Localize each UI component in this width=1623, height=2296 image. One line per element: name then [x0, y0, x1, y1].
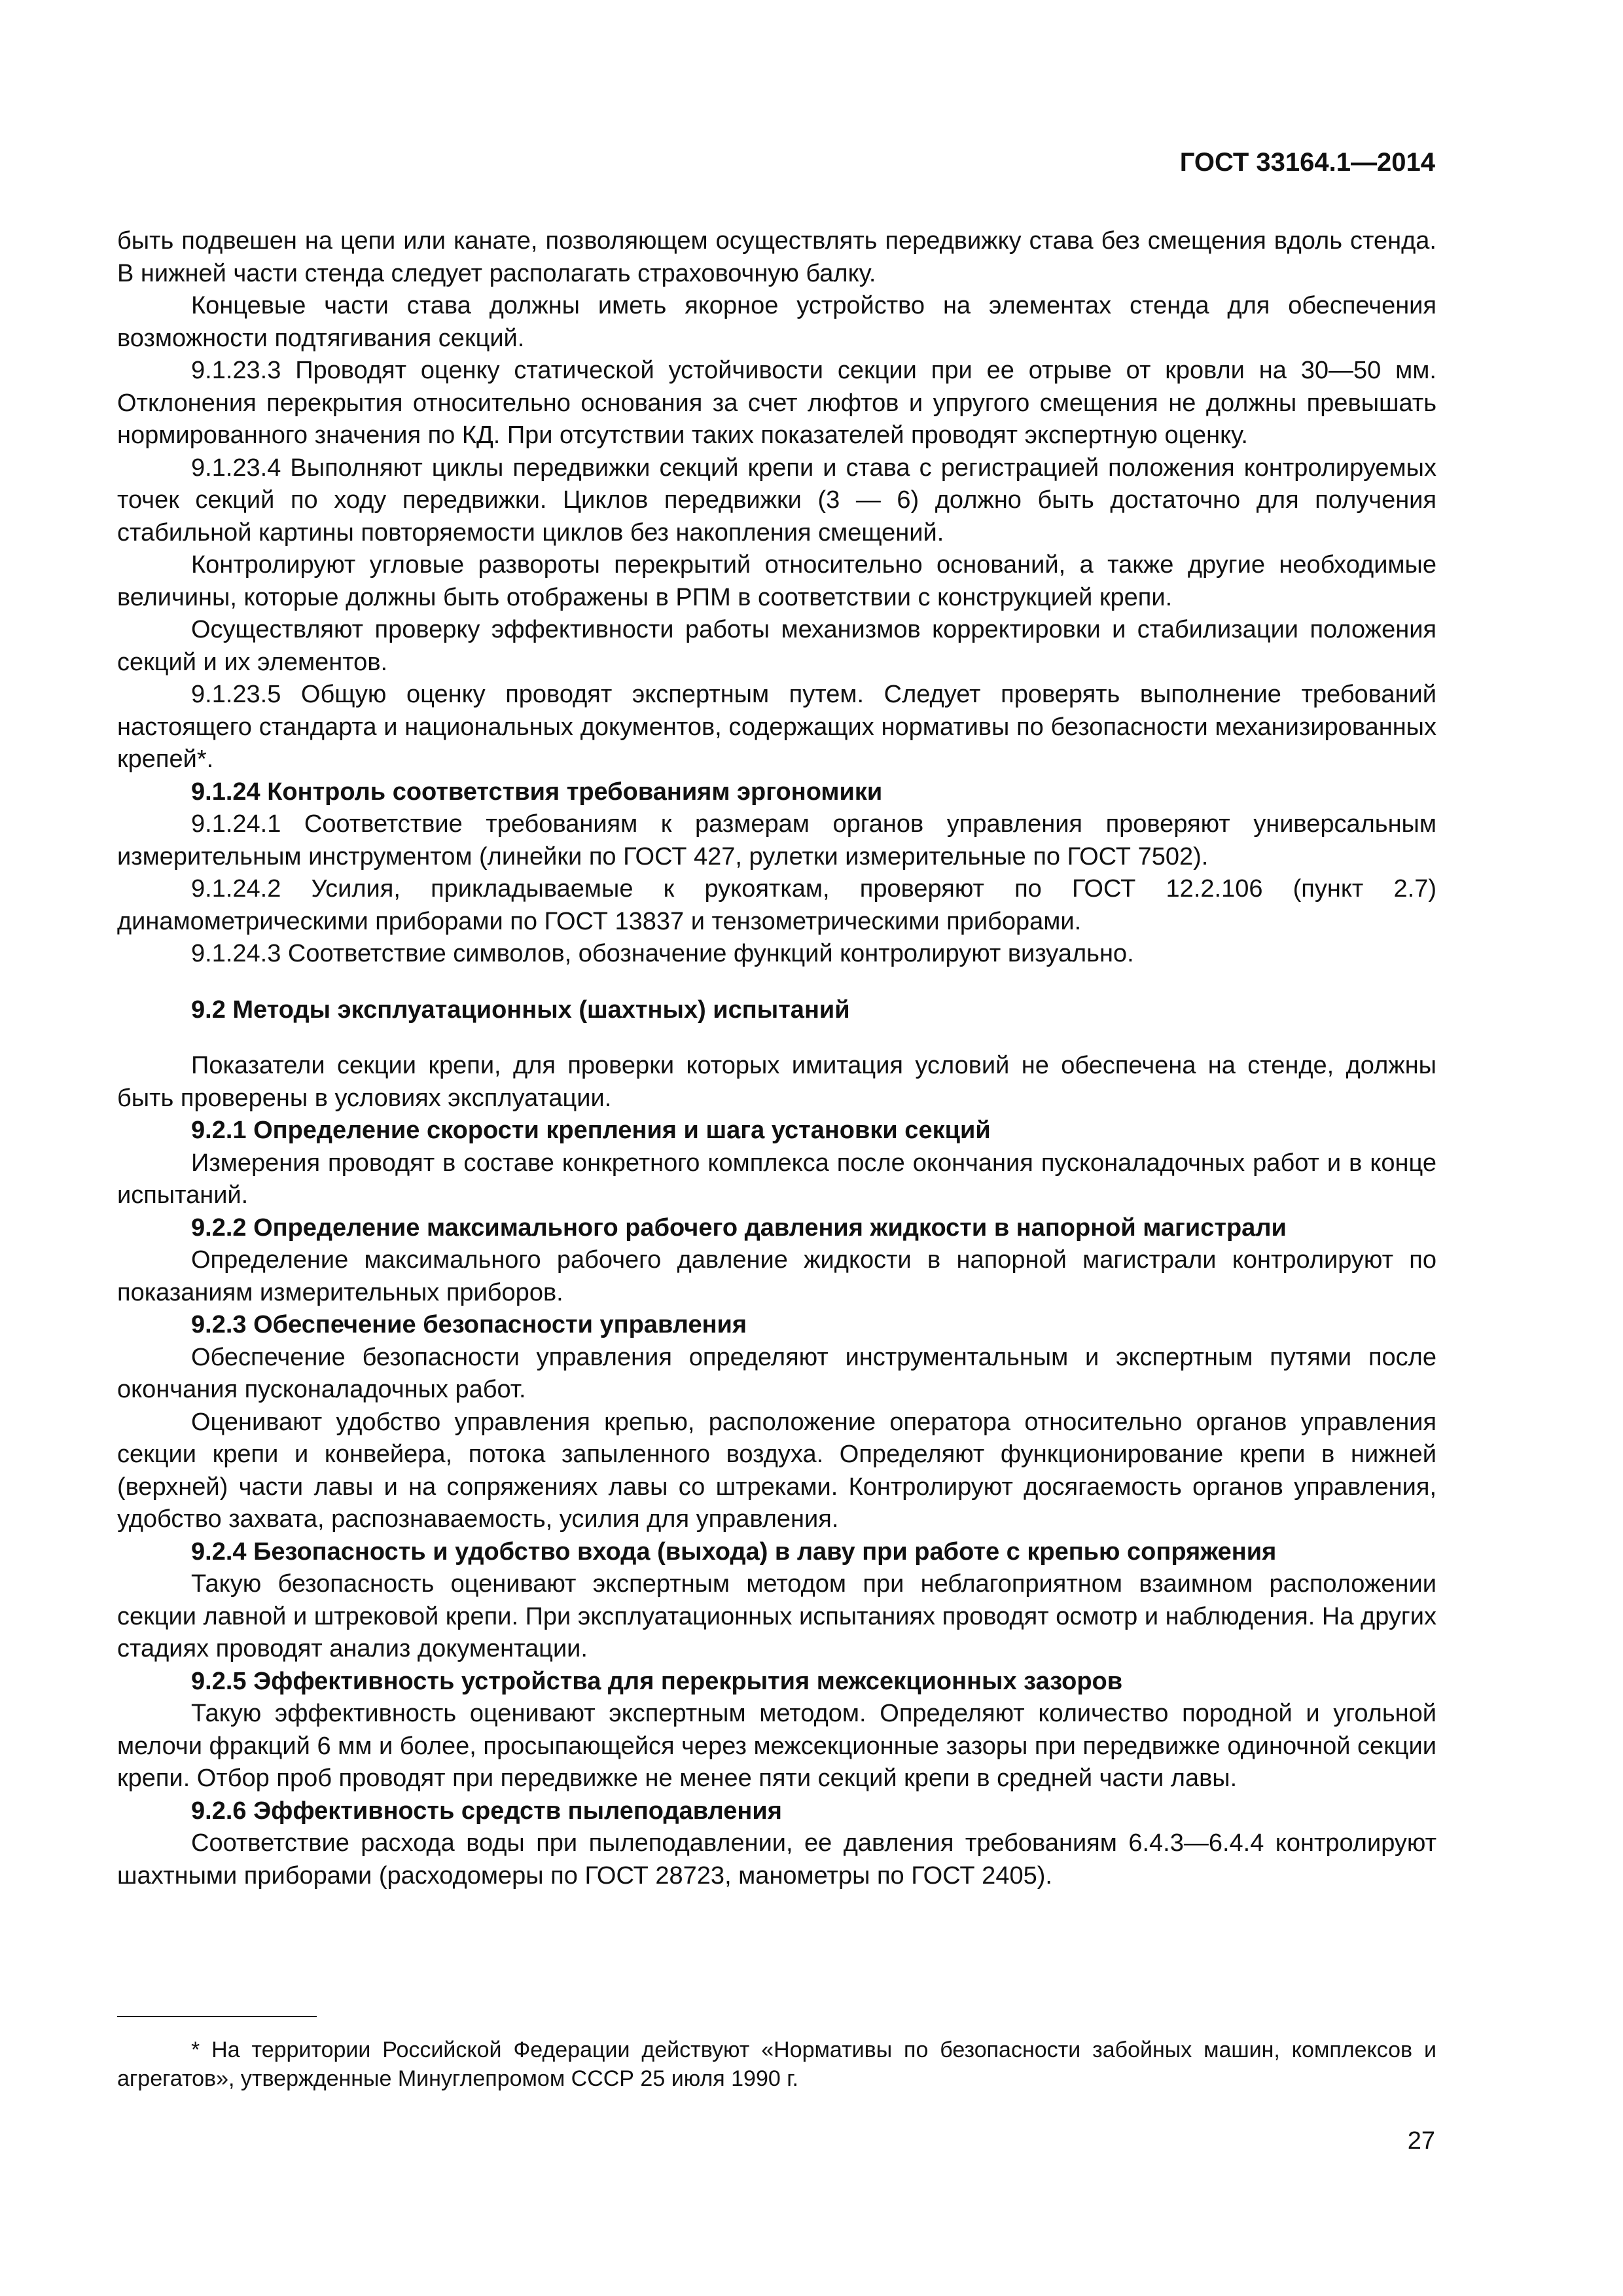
document-code: ГОСТ 33164.1—2014: [1179, 148, 1435, 177]
paragraph: 9.1.23.4 Выполняют циклы передвижки секций крепи и става с регистрацией положения контролируемых точек секций по ходу передвижки. Циклов передвижки (3 — 6) должно быть достаточно для получения стабильной картины повторяемости циклов без накопления смещений.: [117, 454, 1436, 547]
section-heading: 9.1.24 Контроль соответствия требованиям эргономики: [191, 778, 883, 806]
paragraph: Показатели секции крепи, для проверки которых имитация условий не обеспечена на стенде, должны быть проверены в условиях эксплуатации.: [117, 1052, 1436, 1112]
section-heading: 9.2.4 Безопасность и удобство входа (выхода) в лаву при работе с крепью сопряжения: [191, 1537, 1277, 1566]
paragraph: 9.1.23.5 Общую оценку проводят экспертным путем. Следует проверять выполнение требований настоящего стандарта и национальных документов, содержащих нормативы по безопасности механизированных крепей*.: [117, 681, 1436, 773]
paragraph: 9.1.24.1 Соответствие требованиям к размерам органов управления проверяют универсальным измерительным инструментом (линейки по ГОСТ 427, рулетки измерительные по ГОСТ 7502).: [117, 810, 1436, 870]
paragraph: быть подвешен на цепи или канате, позволяющем осуществлять передвижку става без смещения вдоль стенда. В нижней части стенда следует располагать страховочную балку.: [117, 227, 1436, 287]
paragraph: 9.1.24.3 Соответствие символов, обозначение функций контролируют визуально.: [191, 940, 1134, 967]
paragraph: 9.1.23.3 Проводят оценку статической устойчивости секции при ее отрыве от кровли на 30—50 мм. Отклонения перекрытия относительно основания за счет люфтов и упругого смещения не должны превышать нормированного значения по КД. При отсутствии таких показателей проводят экспертную оценку.: [117, 357, 1436, 449]
paragraph: Обеспечение безопасности управления определяют инструментальным и экспертным путями после окончания пусконаладочных работ.: [117, 1343, 1436, 1403]
section-heading: 9.2.1 Определение скорости крепления и шага установки секций: [191, 1117, 991, 1144]
paragraph: Соответствие расхода воды при пылеподавлении, ее давления требованиям 6.4.3—6.4.4 контролируют шахтными приборами (расходомеры по ГОСТ 28723, манометры по ГОСТ 2405).: [117, 1829, 1436, 1890]
section-heading: 9.2 Методы эксплуатационных (шахтных) испытаний: [191, 996, 850, 1024]
section-heading: 9.2.3 Обеспечение безопасности управления: [191, 1311, 747, 1338]
paragraph: Такую эффективность оценивают экспертным методом. Определяют количество породной и угольной мелочи фракций 6 мм и более, просыпающейся через межсекционные зазоры при передвижке одиночной секции крепи. Отбор проб проводят при передвижке не менее пяти секций крепи в средней части лавы.: [117, 1700, 1436, 1792]
paragraph: Оценивают удобство управления крепью, расположение оператора относительно органов управления секции крепи и конвейера, потока запыленного воздуха. Определяют функционирование крепи в нижней (верхней) части лавы и на сопряжениях лавы со штреками. Контролируют досягаемость органов управления, удобство захвата, распознаваемость, усилия для управления.: [117, 1408, 1436, 1533]
paragraph: 9.1.24.2 Усилия, прикладываемые к рукояткам, проверяют по ГОСТ 12.2.106 (пункт 2.7) динамометрическими приборами по ГОСТ 13837 и тензометрическими приборами.: [117, 875, 1436, 935]
document-body: [117, 225, 1436, 1892]
section-heading: 9.2.2 Определение максимального рабочего давления жидкости в напорной магистрали: [191, 1213, 1287, 1242]
paragraph: Контролируют угловые развороты перекрытий относительно оснований, а также другие необходимые величины, которые должны быть отображены в РПМ в соответствии с конструкцией крепи.: [117, 551, 1436, 611]
footnote-separator: [117, 2016, 317, 2017]
paragraph: Такую безопасность оценивают экспертным методом при неблагоприятном взаимном расположении секции лавной и штрековой крепи. При эксплуатационных испытаниях проводят осмотр и наблюдения. На других стадиях проводят анализ документации.: [117, 1570, 1436, 1662]
paragraph: Осуществляют проверку эффективности работы механизмов корректировки и стабилизации положения секций и их элементов.: [117, 616, 1436, 676]
paragraph: Определение максимального рабочего давление жидкости в напорной магистрали контролируют по показаниям измерительных приборов.: [117, 1246, 1436, 1306]
page-number: 27: [1407, 2127, 1435, 2155]
section-heading: 9.2.6 Эффективность средств пылеподавления: [191, 1797, 782, 1825]
paragraph: Концевые части става должны иметь якорное устройство на элементах стенда для обеспечения возможности подтягивания секций.: [117, 292, 1436, 352]
paragraph: Измерения проводят в составе конкретного комплекса после окончания пусконаладочных работ и в конце испытаний.: [117, 1149, 1436, 1209]
section-heading: 9.2.5 Эффективность устройства для перекрытия межсекционных зазоров: [191, 1667, 1123, 1695]
footnote: * На территории Российской Федерации действуют «Нормативы по безопасности забойных машин, комплексов и агрегатов», утвержденные Минуглепромом СССР 25 июля 1990 г.: [117, 2037, 1436, 2091]
